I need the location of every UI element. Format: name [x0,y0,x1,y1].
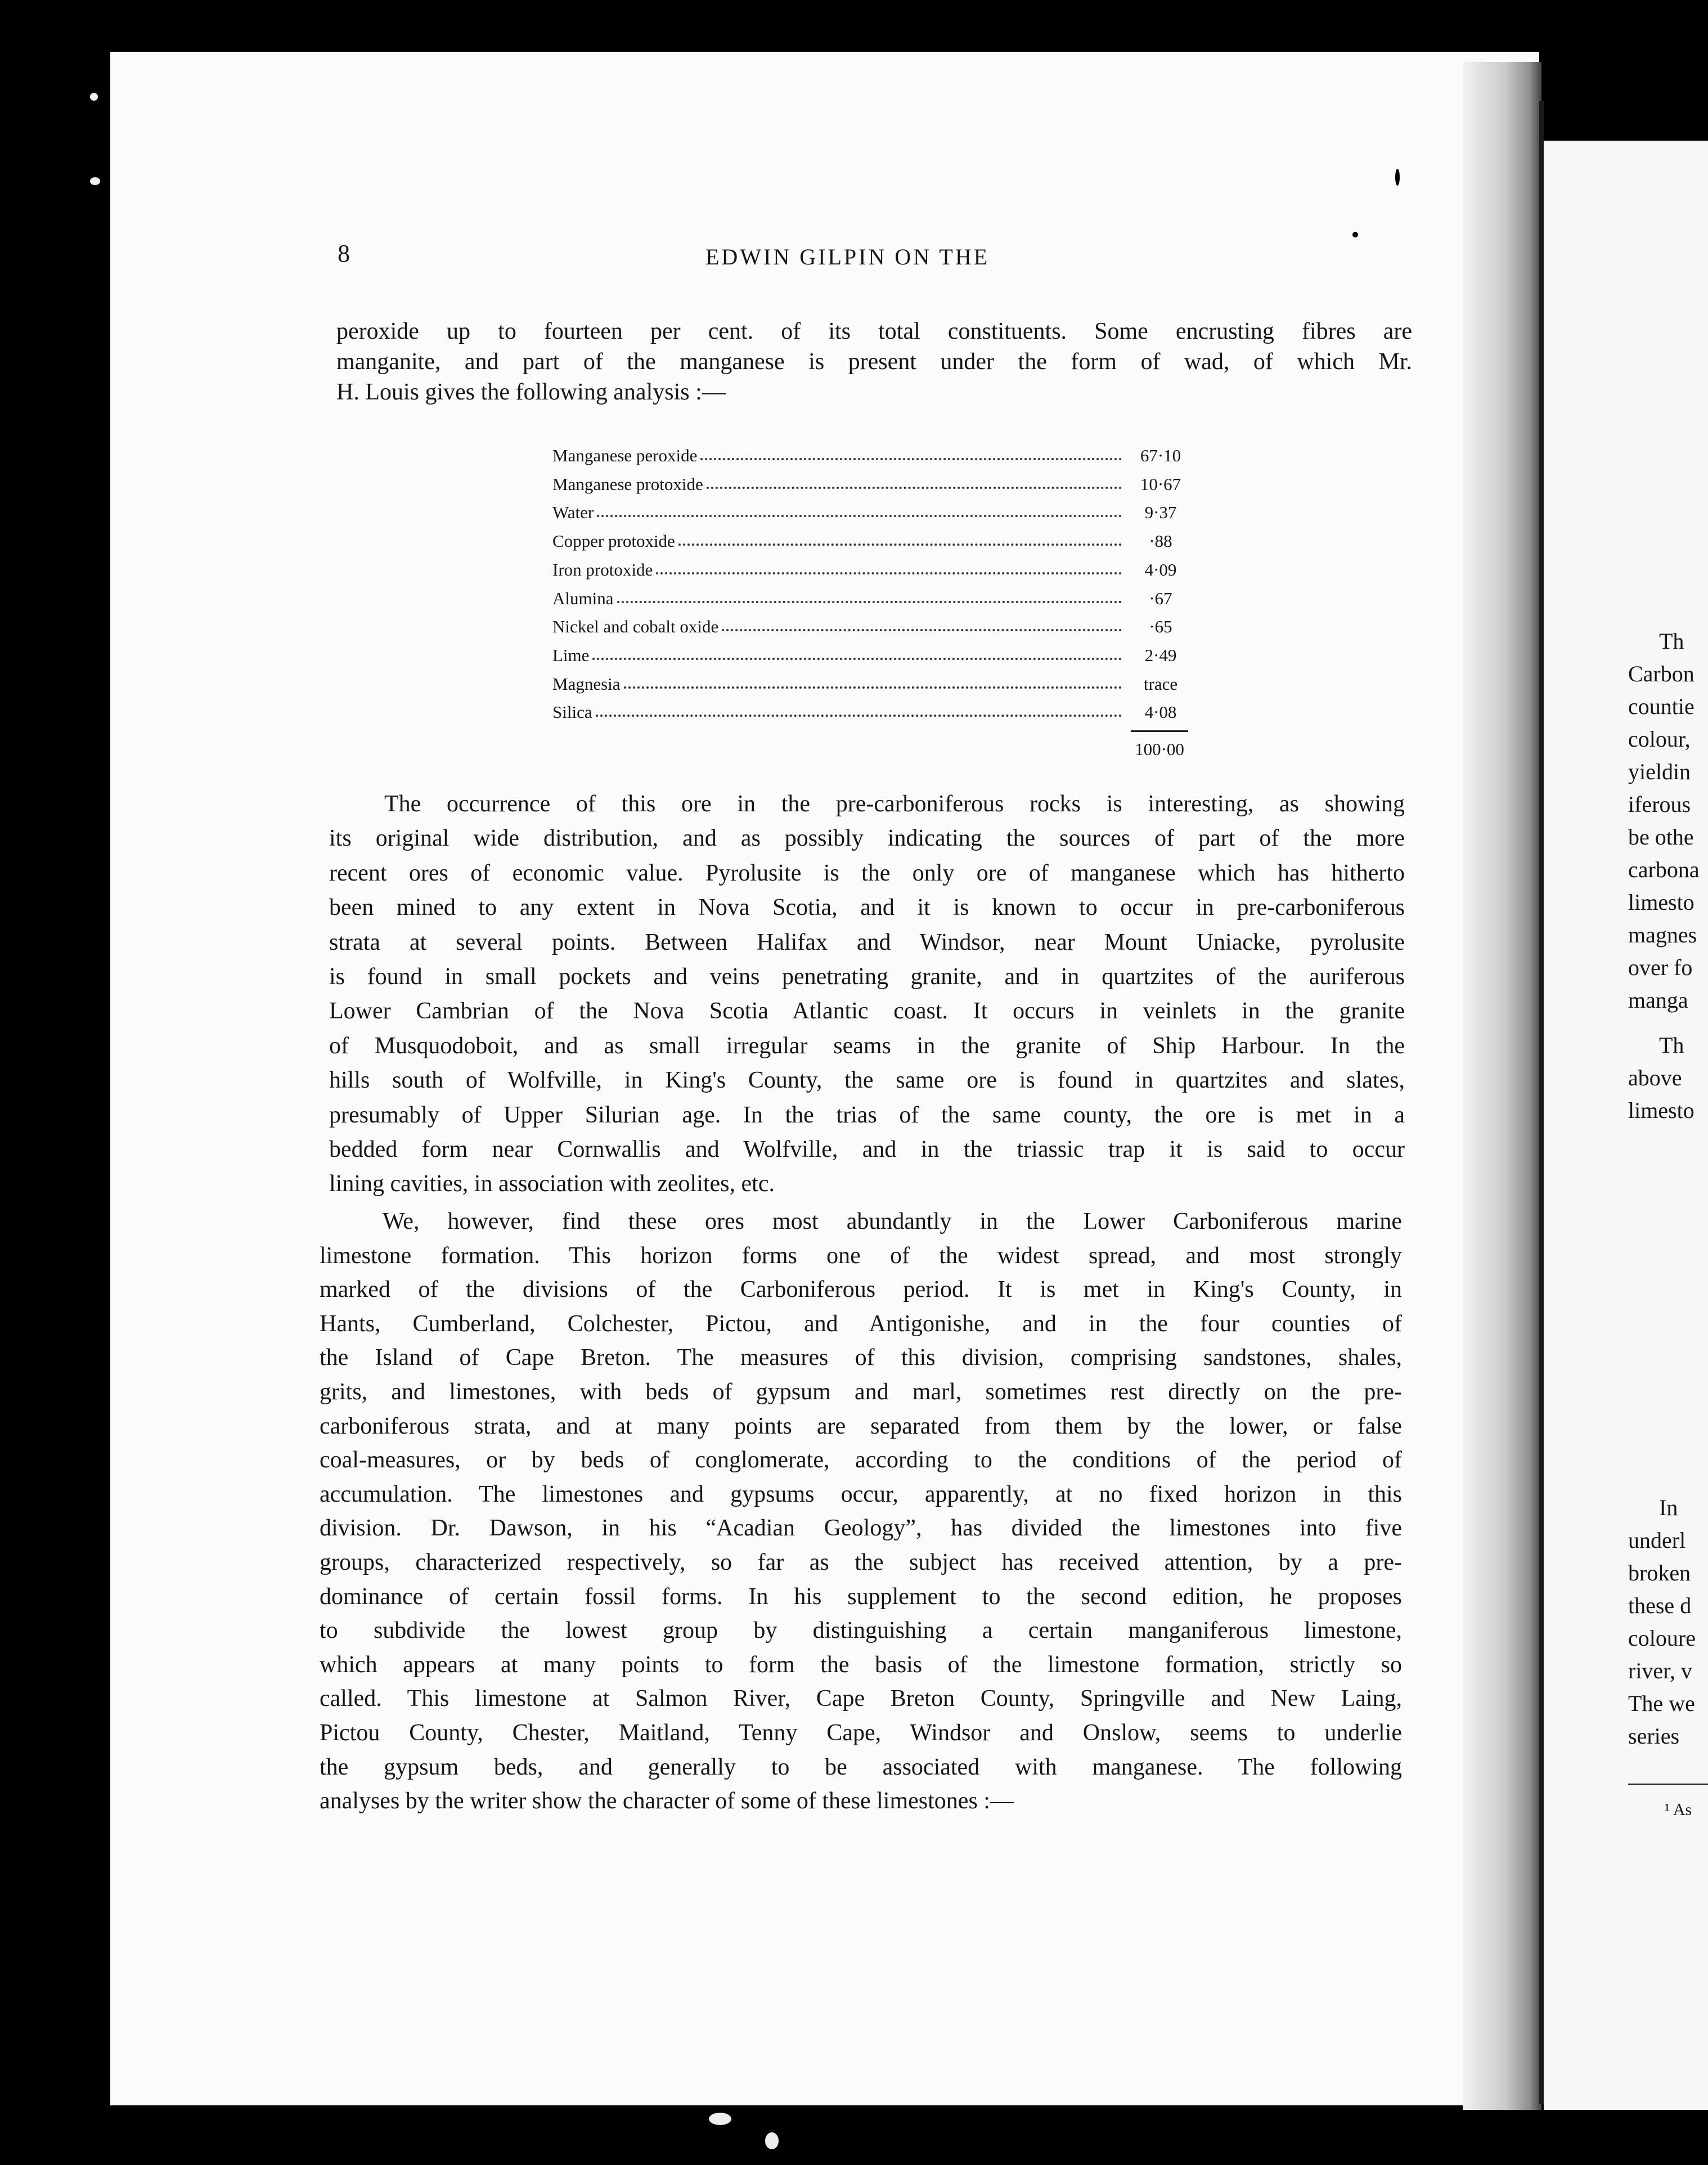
text-line: its original wide distribution, and as possibly indicating the sources of part of the more [329,825,1405,851]
facing-page [1544,141,1708,2110]
page-gutter-shadow [1463,62,1541,2110]
text-line: which appears at many points to form the basis of the limestone formation, strictly so [320,1652,1402,1678]
constituent-value: 10·67 [1140,474,1181,494]
text-line: been mined to any extent in Nova Scotia, and it is known to occur in pre-carboniferous [329,895,1405,920]
analysis-row [552,446,1192,468]
constituent-label: Iron protoxide [552,560,653,580]
constituent-label: Lime [552,645,590,665]
analysis-row [552,560,1192,582]
facing-page-line: yieldin [1628,759,1691,784]
analysis-row [552,645,1192,668]
text-line: the gypsum beds, and generally to be associated with manganese. The following [320,1754,1402,1780]
footnote-rule [1628,1784,1708,1785]
text-line: is found in small pockets and veins penetrating granite, and in quartzites of the auriferous [329,964,1405,990]
scan-speck [1352,232,1358,237]
facing-page-line: underl [1628,1528,1686,1553]
text-line: recent ores of economic value. Pyrolusite is the only ore of manganese which has hitherto [329,860,1405,886]
analysis-row [552,674,1192,697]
scan-speck [1395,169,1400,186]
text-line: Pictou County, Chester, Maitland, Tenny Cape, Windsor and Onslow, seems to underlie [320,1720,1402,1746]
footnote-fragment: ¹ As [1665,1800,1692,1819]
facing-page-line: colour, [1628,726,1691,752]
text-line: marked of the divisions of the Carboniferous period. It is met in King's County, in [320,1277,1402,1302]
text-line: The occurrence of this ore in the pre-carboniferous rocks is interesting, as showing [384,791,1405,817]
analysis-row [552,502,1192,525]
text-line: carboniferous strata, and at many points are separated from them by the lower, or false [320,1413,1402,1439]
text-line: Hants, Cumberland, Colchester, Pictou, and Antigonishe, and in the four counties of [320,1311,1402,1337]
facing-page-line: above [1628,1065,1682,1090]
facing-page-line: over fo [1628,955,1693,980]
facing-page-line: Th [1659,628,1684,654]
constituent-label: Manganese peroxide [552,446,698,465]
text-line: dominance of certain fossil forms. In his supplement to the second edition, he proposes [320,1584,1402,1610]
dot-leader [617,601,1122,603]
facing-page-line: iferous [1628,792,1691,817]
text-line: grits, and limestones, with beds of gypsum and marl, sometimes rest directly on the pre- [320,1379,1402,1405]
constituent-value: 67·10 [1140,446,1181,465]
facing-page-line: The we [1628,1691,1695,1716]
dot-leader [678,544,1122,546]
constituent-value: ·67 [1149,589,1172,608]
constituent-value: 2·49 [1144,645,1177,665]
facing-page-line: magnes [1628,922,1697,947]
text-line: strata at several points. Between Halifax and Windsor, near Mount Uniacke, pyrolusite [329,929,1405,955]
dot-leader [592,658,1122,660]
gutter-edge [1539,101,1544,2104]
text-line: called. This limestone at Salmon River, Cape Breton County, Springville and New Laing, [320,1686,1402,1712]
dot-leader [597,515,1122,517]
constituent-value: 4·08 [1144,702,1177,722]
text-line: of Musquodoboit, and as small irregular seams in the granite of Ship Harbour. In the [329,1033,1405,1059]
text-line: presumably of Upper Silurian age. In the trias of the same county, the ore is met in a [329,1102,1405,1128]
text-line: peroxide up to fourteen per cent. of its total constituents. Some encrusting fibres are [336,318,1412,344]
facing-page-line: limesto [1628,1098,1694,1123]
text-line: We, however, find these ores most abundantly in the Lower Carboniferous marine [383,1209,1402,1234]
constituent-label: Magnesia [552,674,621,694]
facing-page-line: Th [1659,1032,1684,1058]
scan-speck [90,93,98,101]
constituent-label: Water [552,502,594,522]
text-line: accumulation. The limestones and gypsums occur, apparently, at no fixed horizon in this [320,1481,1402,1507]
running-head: EDWIN GILPIN ON THE [705,244,990,269]
analysis-total: 100·00 [1135,739,1184,759]
constituent-label: Nickel and cobalt oxide [552,617,719,636]
page-number: 8 [338,240,350,267]
text-line: lining cavities, in association with zeolites, etc. [329,1171,775,1197]
total-rule [1131,730,1188,732]
facing-page-line: limesto [1628,890,1694,915]
facing-page-line: series [1628,1723,1680,1749]
constituent-value: trace [1143,674,1178,694]
text-line: to subdivide the lowest group by distinguishing a certain manganiferous limestone, [320,1618,1402,1643]
constituent-label: Manganese protoxide [552,474,703,494]
dot-leader [700,458,1122,460]
text-line: analyses by the writer show the character of some of these limestones :— [320,1788,1014,1814]
text-line: Lower Cambrian of the Nova Scotia Atlantic coast. It occurs in veinlets in the granite [329,998,1405,1024]
text-line: division. Dr. Dawson, in his “Acadian Geology”, has divided the limestones into five [320,1515,1402,1541]
scan-speck [765,2132,779,2149]
analysis-row [552,589,1192,611]
facing-page-line: countie [1628,694,1694,719]
text-line: H. Louis gives the following analysis :— [336,379,726,405]
analysis-row [552,702,1192,725]
dot-leader [707,487,1122,489]
facing-page-line: broken [1628,1560,1691,1585]
facing-page-line: In [1659,1495,1678,1520]
facing-page-line: these d [1628,1593,1692,1618]
text-line: manganite, and part of the manganese is present under the form of wad, of which Mr. [336,349,1412,375]
constituent-value: ·65 [1149,617,1172,636]
dot-leader [656,572,1122,574]
text-line: groups, characterized respectively, so far as the subject has received attention, by a pre- [320,1549,1402,1575]
text-line: the Island of Cape Breton. The measures of this division, comprising sandstones, shales, [320,1345,1402,1371]
text-line: bedded form near Cornwallis and Wolfville, and in the triassic trap it is said to occur [329,1137,1405,1162]
facing-page-line: Carbon [1628,661,1694,686]
scan-speck [709,2113,731,2125]
analysis-row [552,531,1192,554]
analysis-row [552,474,1192,497]
dot-leader [596,715,1122,717]
text-line: coal-measures, or by beds of conglomerate, according to the conditions of the period of [320,1447,1402,1473]
constituent-label: Silica [552,702,592,722]
facing-page-line: be othe [1628,824,1694,850]
facing-page-line: river, v [1628,1658,1692,1683]
scan-speck [90,177,100,185]
constituent-value: 9·37 [1144,502,1177,522]
constituent-label: Copper protoxide [552,531,675,551]
text-line: hills south of Wolfville, in King's County, the same ore is found in quartzites and slates, [329,1067,1405,1093]
text-line: limestone formation. This horizon forms one of the widest spread, and most strongly [320,1243,1402,1269]
constituent-label: Alumina [552,589,614,608]
facing-page-line: coloure [1628,1625,1696,1651]
facing-page-line: carbona [1628,857,1700,882]
constituent-value: 4·09 [1144,560,1177,580]
analysis-row [552,617,1192,639]
constituent-value: ·88 [1149,531,1172,551]
dot-leader [624,686,1122,689]
facing-page-line: manga [1628,987,1688,1013]
scan-speck [37,1457,42,1462]
dot-leader [722,629,1122,631]
